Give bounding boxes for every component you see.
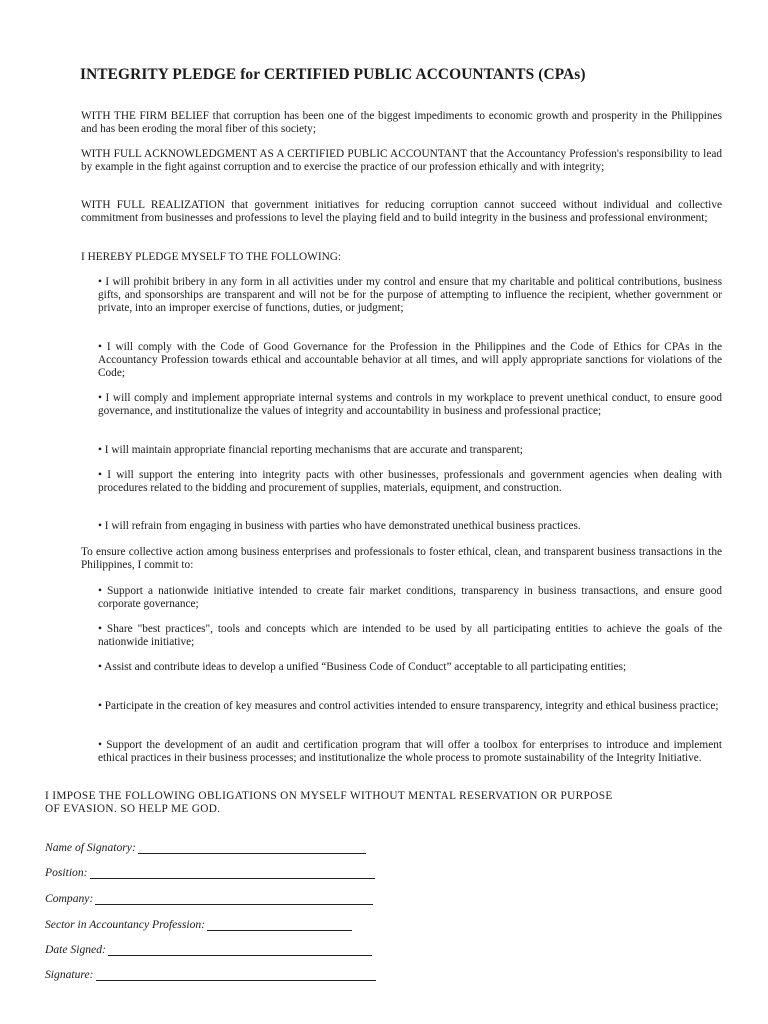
position-line[interactable] bbox=[90, 868, 375, 879]
pledge-item: • I will maintain appropriate financial reporting mechanisms that are accurate and transparent; bbox=[98, 444, 523, 456]
field-label: Sector in Accountancy Profession: bbox=[45, 918, 206, 931]
field-label: Date Signed: bbox=[45, 943, 106, 956]
signature-field-position bbox=[45, 866, 375, 879]
signature-field-name bbox=[45, 841, 366, 854]
sector-line[interactable] bbox=[207, 920, 352, 931]
date-signed-line[interactable] bbox=[108, 945, 372, 956]
field-label: Name of Signatory: bbox=[45, 841, 136, 854]
pledge-item: • I will support the entering into integrity pacts with other businesses, professionals and government agencies when dealing with procedures related to the bidding and procurement of supplies, materials, equipment, and construction. bbox=[98, 469, 722, 494]
commitment-item: • Assist and contribute ideas to develop a unified “Business Code of Conduct” acceptable to all participating entities; bbox=[98, 661, 627, 673]
collective-intro: To ensure collective action among business enterprises and professionals to foster ethical, clean, and transparent business transactions in the Philippines, I commit to: bbox=[81, 546, 722, 571]
pledge-item: • I will comply and implement appropriate internal systems and controls in my workplace to prevent unethical conduct, to ensure good governance, and institutionalize the values of integrity and accountability in business and professional practice; bbox=[98, 392, 722, 417]
pledge-item: • I will prohibit bribery in any form in all activities under my control and ensure that my charitable and political contributions, business gifts, and sponsorships are transparent and will not be for the purpose of attempting to influence the recipient, whether government or private, into an improper exercise of functions, duties, or judgment; bbox=[98, 276, 722, 314]
pledge-item: • I will comply with the Code of Good Governance for the Profession in the Philippines and the Code of Ethics for CPAs in the Accountancy Profession towards ethical and accountable behavior at all times, and will apply appropriate sanctions for violations of the Code; bbox=[98, 341, 722, 379]
signature-field-signature bbox=[45, 968, 376, 981]
commitment-item: • Support the development of an audit and certification program that will offer a toolbox for enterprises to introduce and implement ethical practices in their business processes; and institutionalize the whole process to promote sustainability of the Integrity Initiative. bbox=[98, 739, 722, 764]
document-title: INTEGRITY PLEDGE for CERTIFIED PUBLIC ACCOUNTANTS (CPAs) bbox=[80, 66, 586, 83]
signature-field-sector bbox=[45, 918, 352, 931]
pledge-heading: I HEREBY PLEDGE MYSELF TO THE FOLLOWING: bbox=[81, 251, 342, 263]
pledge-item: • I will refrain from engaging in business with parties who have demonstrated unethical business practices. bbox=[98, 520, 581, 532]
name-of-signatory-line[interactable] bbox=[138, 843, 366, 854]
commitment-item: • Share "best practices", tools and concepts which are intended to be used by all participating entities to achieve the goals of the nationwide initiative; bbox=[98, 623, 722, 648]
field-label: Company: bbox=[45, 892, 94, 905]
closing-oath-line-1: I IMPOSE THE FOLLOWING OBLIGATIONS ON MYSELF WITHOUT MENTAL RESERVATION OR PURPOSE bbox=[45, 790, 613, 802]
commitment-item: • Support a nationwide initiative intended to create fair market conditions, transparency in business transactions, and ensure good corporate governance; bbox=[98, 585, 722, 610]
commitment-item: • Participate in the creation of key measures and control activities intended to ensure transparency, integrity and ethical business practice; bbox=[98, 700, 719, 712]
company-line[interactable] bbox=[95, 894, 373, 905]
signature-field-company bbox=[45, 892, 373, 905]
preamble-realization: WITH FULL REALIZATION that government initiatives for reducing corruption cannot succeed without individual and collective commitment from businesses and professions to level the playing field and to build integrity in the business and professional environment; bbox=[81, 199, 722, 224]
signature-field-date bbox=[45, 943, 372, 956]
closing-oath-line-2: OF EVASION. SO HELP ME GOD. bbox=[45, 803, 221, 815]
field-label: Signature: bbox=[45, 968, 94, 981]
signature-line[interactable] bbox=[96, 970, 376, 981]
preamble-firm-belief: WITH THE FIRM BELIEF that corruption has been one of the biggest impediments to economic growth and prosperity in the Philippines and has been eroding the moral fiber of this society; bbox=[81, 110, 722, 135]
field-label: Position: bbox=[45, 866, 88, 879]
preamble-acknowledgment: WITH FULL ACKNOWLEDGMENT AS A CERTIFIED PUBLIC ACCOUNTANT that the Accountancy Profession's responsibility to lead by example in the fight against corruption and to exercise the practice of our profession ethically and with integrity; bbox=[81, 148, 722, 173]
